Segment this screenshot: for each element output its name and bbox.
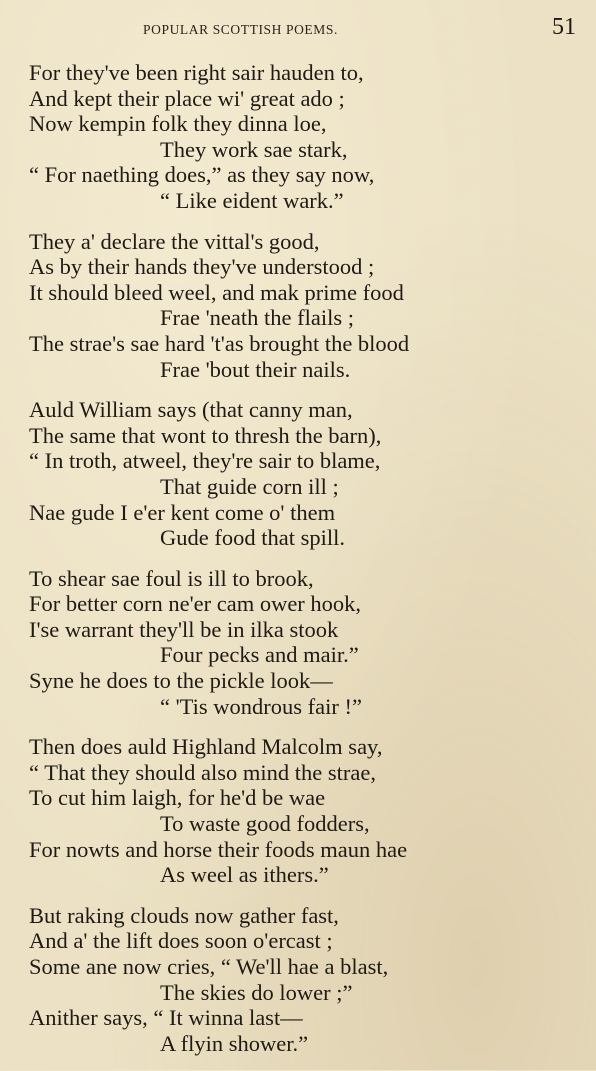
stanza xyxy=(0,734,596,888)
poem-line: Syne he does to the pickle look— xyxy=(29,668,333,694)
poem-line: “ For naething does,” as they say now, xyxy=(29,162,375,188)
poem-line: But raking clouds now gather fast, xyxy=(29,902,339,928)
poem-line: “ That they should also mind the strae, xyxy=(29,759,377,785)
stanza xyxy=(0,229,596,383)
poem-line: It should bleed weel, and mak prime food xyxy=(29,279,404,305)
stanza xyxy=(0,566,596,720)
poem-line: Auld William says (that canny man, xyxy=(29,397,353,423)
running-title: POPULAR SCOTTISH POEMS. xyxy=(143,22,338,37)
poem-line: Frae 'neath the flails ; xyxy=(160,305,354,331)
poem-line: As weel as ithers.” xyxy=(160,862,329,888)
poem-line: They a' declare the vittal's good, xyxy=(29,228,320,254)
poem-line: I'se warrant they'll be in ilka stook xyxy=(29,616,339,642)
poem-line: For nowts and horse their foods maun hae xyxy=(29,836,408,862)
poem-line: Some ane now cries, “ We'll hae a blast, xyxy=(29,954,389,979)
running-head xyxy=(0,14,596,44)
poem-line: Frae 'bout their nails. xyxy=(160,356,351,382)
stanza xyxy=(0,903,596,1057)
poem-line: A flyin shower.” xyxy=(160,1030,309,1056)
poem-line: Gude food that spill. xyxy=(160,525,345,551)
poem-line: “ 'Tis wondrous fair !” xyxy=(160,693,362,719)
poem-body xyxy=(0,60,596,1071)
page-number: 51 xyxy=(552,14,576,40)
stanza xyxy=(0,60,596,214)
poem-line: To cut him laigh, for he'd be wae xyxy=(29,785,326,811)
poem-line: The strae's sae hard 't'as brought the blood xyxy=(29,330,410,356)
poem-line: And kept their place wi' great ado ; xyxy=(29,85,345,111)
poem-line: Now kempin folk they dinna loe, xyxy=(29,111,327,137)
poem-line: Four pecks and mair.” xyxy=(160,642,359,668)
poem-line: The same that wont to thresh the barn), xyxy=(29,422,382,448)
poem-line: To waste good fodders, xyxy=(160,811,370,837)
poem-line: “ In troth, atweel, they're sair to blame, xyxy=(29,448,381,474)
poem-line: “ Like eident wark.” xyxy=(160,187,344,213)
stanza xyxy=(0,397,596,551)
poem-line: They work sae stark, xyxy=(160,136,348,162)
poem-line: Anither says, “ It winna last— xyxy=(29,1005,303,1031)
poem-line: That guide corn ill ; xyxy=(160,473,339,499)
poem-line: For they've been right sair hauden to, xyxy=(29,60,364,85)
poem-line: For better corn ne'er cam ower hook, xyxy=(29,591,362,617)
poem-line: Nae gude I e'er kent come o' them xyxy=(29,499,336,525)
poem-line: To shear sae foul is ill to brook, xyxy=(29,565,314,591)
poem-line: The skies do lower ;” xyxy=(160,979,353,1005)
poem-line: And a' the lift does soon o'ercast ; xyxy=(29,928,333,954)
poem-line: As by their hands they've understood ; xyxy=(29,254,375,280)
poem-line: Then does auld Highland Malcolm say, xyxy=(29,734,383,760)
